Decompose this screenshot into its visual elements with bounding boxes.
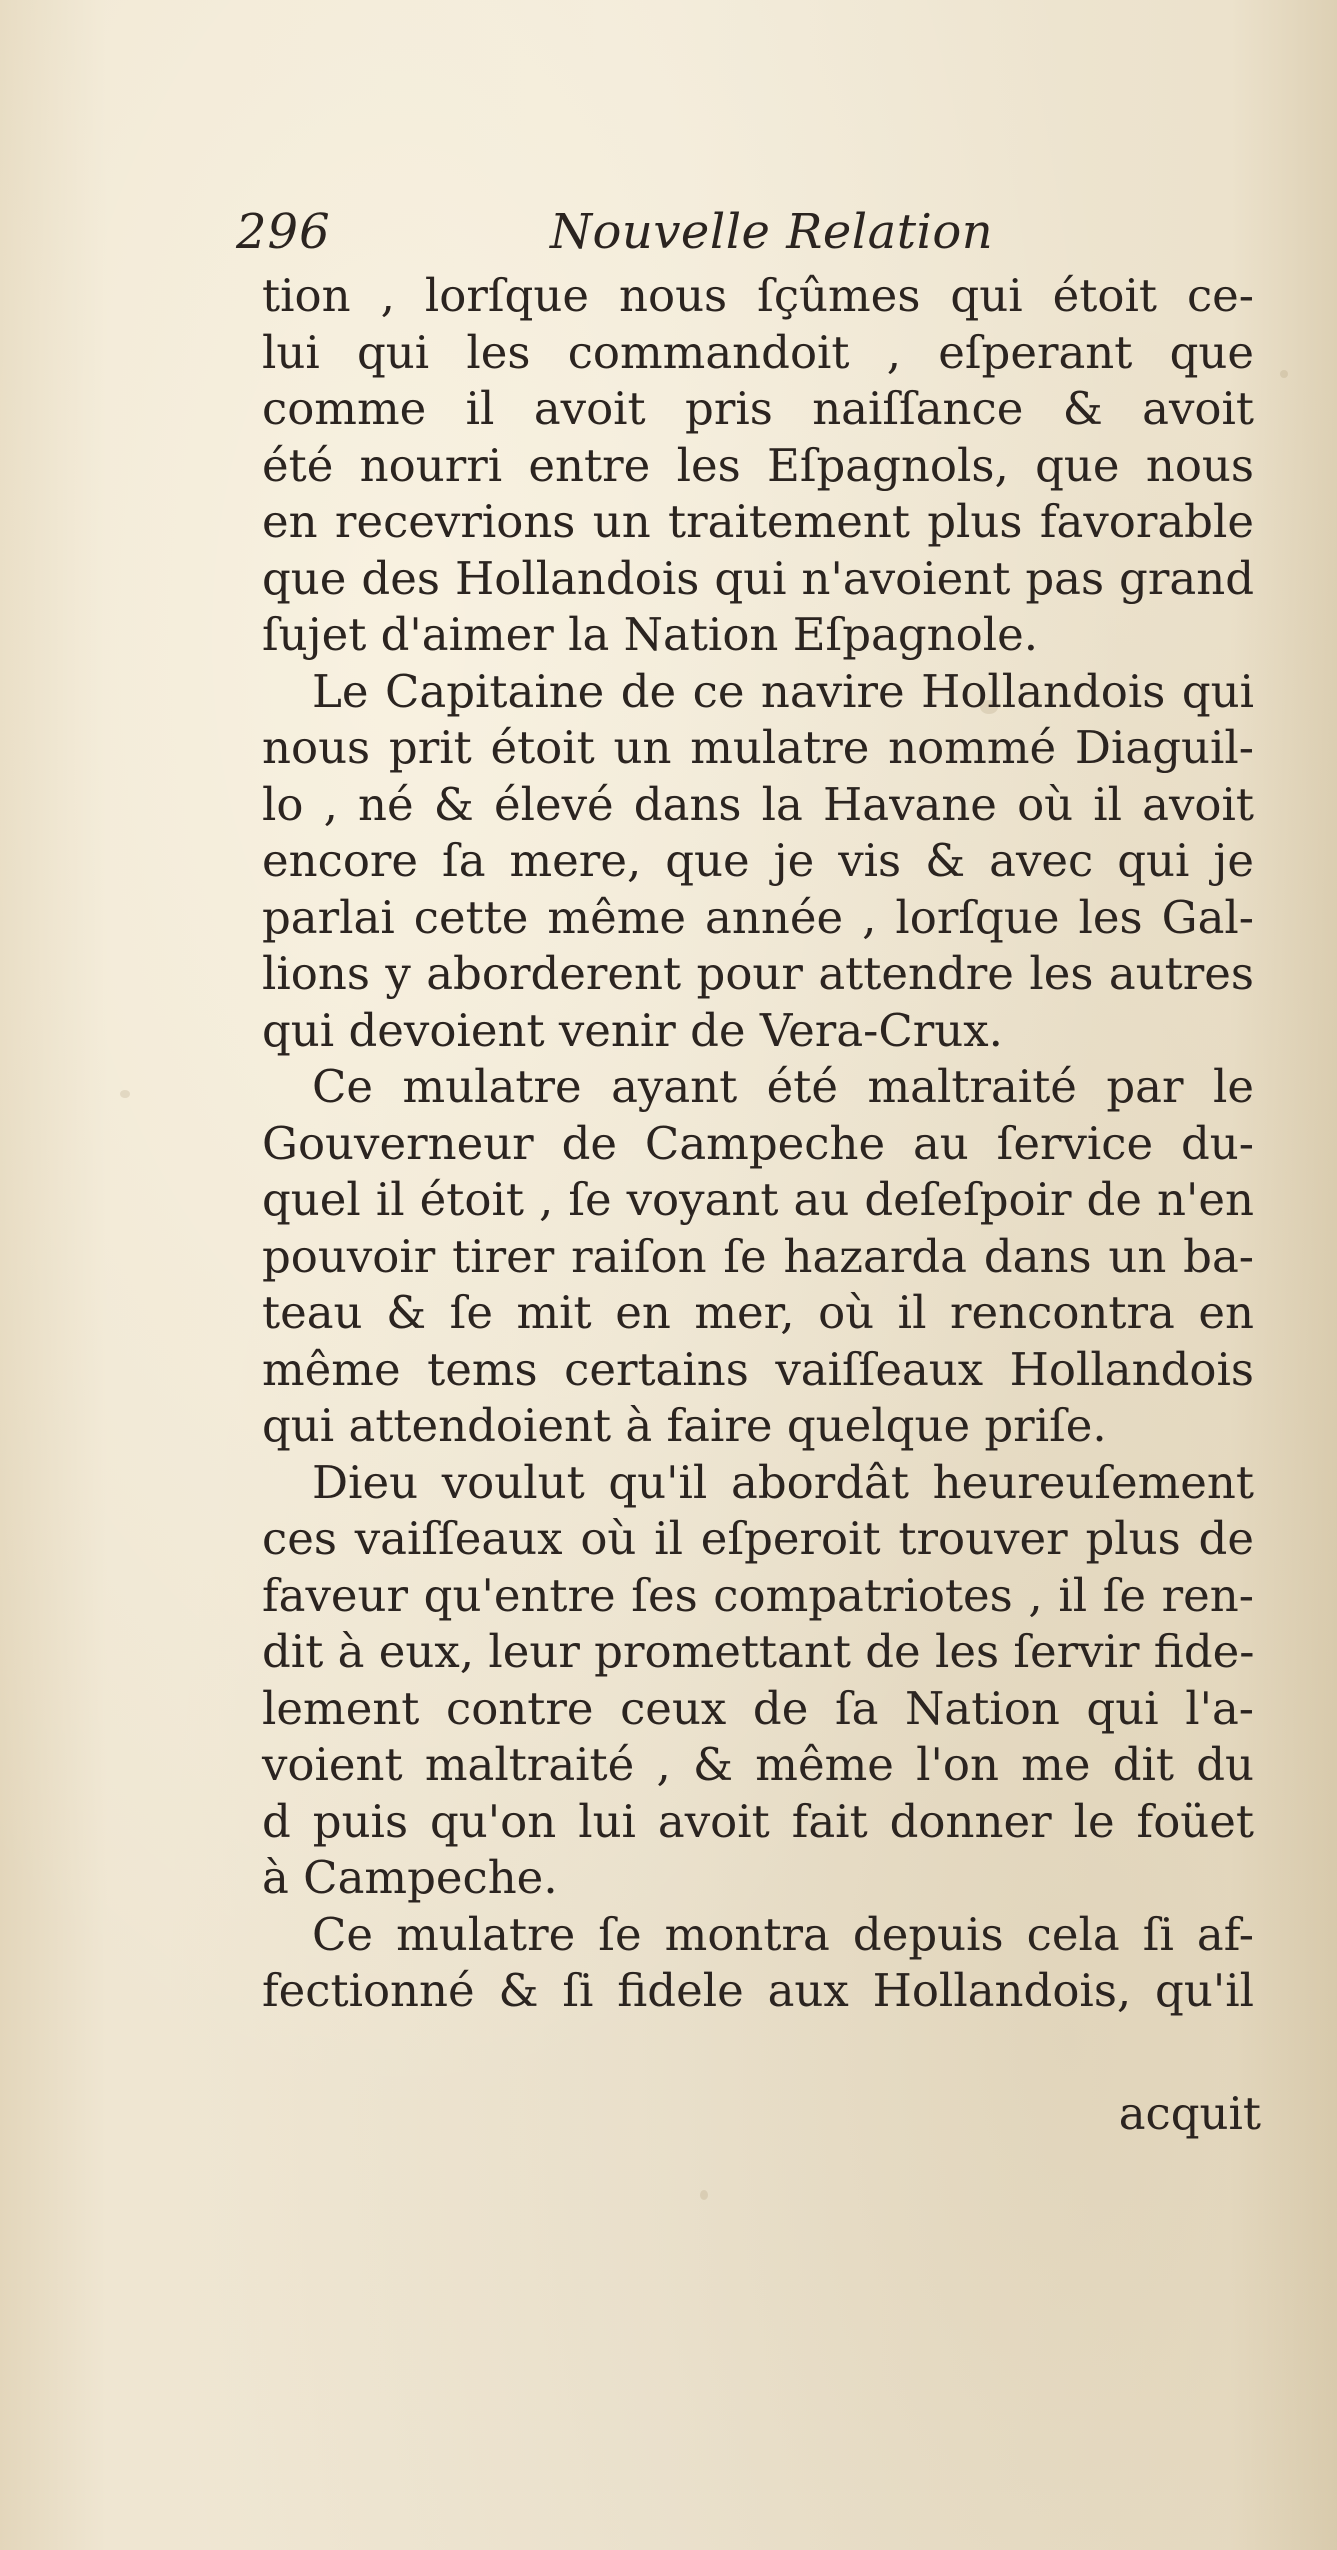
text-line: fectionné & ſi fidele aux Hollandois, qu'il — [262, 1964, 1254, 2017]
text-line: en recevrions un traitement plus favorable — [262, 495, 1254, 548]
text-line: qui devoient venir de Vera-Crux. — [262, 1003, 1003, 1057]
text-line: lo , né & élevé dans la Havane où il avoit — [262, 777, 1254, 831]
text-line: pouvoir tirer raiſon ſe hazarda dans un ba- — [262, 1229, 1254, 1283]
text-line: tion , lorſque nous ſçûmes qui étoit ce- — [262, 269, 1254, 322]
text-line: Le Capitaine de ce navire Hollandois qui — [312, 664, 1254, 718]
text-line: d puis qu'on lui avoit fait donner le foüet — [262, 1794, 1254, 1848]
foxing-spot — [120, 1090, 130, 1098]
text-line: voient maltraité , & même l'on me dit du — [262, 1738, 1254, 1791]
text-line: dit à eux, leur promettant de les ſervir fide- — [262, 1625, 1255, 1678]
text-line: lement contre ceux de ſa Nation qui l'a- — [262, 1681, 1254, 1735]
text-line: comme il avoit pris naiſſance & avoit — [262, 382, 1254, 435]
foxing-spot — [700, 2190, 708, 2200]
text-line: à Campeche. — [262, 1851, 558, 1904]
text-line: qui attendoient à faire quelque priſe. — [262, 1399, 1107, 1452]
text-line: lui qui les commandoit , eſperant que — [262, 325, 1254, 379]
text-line: faveur qu'entre ſes compatriotes , il ſe ren- — [262, 1568, 1254, 1622]
text-line: que des Hollandois qui n'avoient pas grand — [262, 551, 1254, 605]
text-line: Ce mulatre ayant été maltraité par le — [312, 1060, 1254, 1113]
text-line: quel il étoit , ſe voyant au deſeſpoir de n'en — [262, 1173, 1254, 1226]
text-line: Gouverneur de Campeche au ſervice du- — [262, 1116, 1254, 1170]
body-text — [262, 268, 1254, 2020]
text-line: Dieu voulut qu'il abordât heureuſement — [312, 1455, 1254, 1509]
text-line: ſujet d'aimer la Nation Eſpagnole. — [262, 608, 1039, 661]
text-line: été nourri entre les Eſpagnols, que nous — [262, 438, 1254, 492]
text-line: Ce mulatre ſe montra depuis cela ſi af- — [312, 1907, 1254, 1961]
catchword: acquit — [1118, 2087, 1261, 2140]
running-title: Nouvelle Relation — [550, 204, 994, 260]
text-line: ces vaiſſeaux où il eſperoit trouver plus de — [262, 1512, 1254, 1565]
text-line: parlai cette même année , lorſque les Gal- — [262, 890, 1254, 944]
text-line: lions y aborderent pour attendre les autres — [262, 947, 1254, 1000]
page-number: 296 — [236, 204, 331, 260]
text-line: teau & ſe mit en mer, où il rencontra en — [262, 1286, 1254, 1339]
text-line: encore ſa mere, que je vis & avec qui je — [262, 834, 1254, 887]
page-header — [236, 198, 1136, 268]
foxing-spot — [1280, 370, 1288, 378]
text-line: même tems certains vaiſſeaux Hollandois — [262, 1342, 1254, 1396]
text-line: nous prit étoit un mulatre nommé Diaguil- — [262, 721, 1254, 774]
